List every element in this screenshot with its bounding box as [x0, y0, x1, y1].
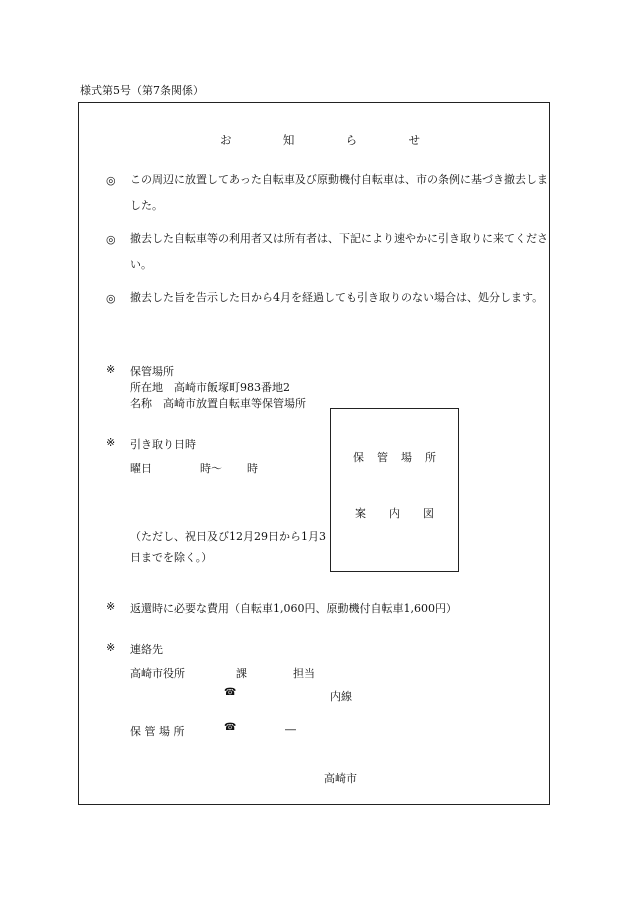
pickup-note-line: （ただし、祝日及び12月29日から1月3 [130, 530, 326, 543]
map-box-line [331, 449, 458, 465]
pickup-heading: 引き取り日時 [130, 438, 196, 451]
storage-name: 名称 高崎市放置自転車等保管場所 [130, 397, 306, 410]
pickup-note-line: 日までを除く。） [130, 551, 213, 564]
storage-mark: ※ [106, 363, 116, 376]
notice-text: 撤去した旨を告示した日から4月を経過しても引き取りのない場合は、処分します。 [130, 291, 544, 304]
fee-text: 返還時に必要な費用（自転車1,060円、原動機付自転車1,600円） [130, 602, 457, 615]
map-box-char: 案 [355, 507, 366, 520]
notice-mark: ◎ [106, 292, 116, 305]
contact-dash: ― [285, 723, 296, 736]
map-box-char: 管 [377, 451, 388, 464]
form-number-label: 様式第5号（第7条関係） [80, 84, 204, 97]
notice-mark: ◎ [106, 174, 116, 187]
pickup-mark: ※ [106, 436, 116, 449]
pickup-to: 時 [247, 462, 258, 475]
telephone-icon: ☎ [224, 687, 237, 698]
title-char: せ [408, 133, 420, 147]
contact-storage-label: 保 管 場 所 [130, 725, 185, 738]
contact-extension-label: 内線 [330, 690, 352, 703]
map-box-char: 図 [423, 507, 434, 520]
storage-heading: 保管場所 [130, 365, 174, 378]
telephone-icon: ☎ [224, 722, 237, 733]
fee-mark: ※ [106, 600, 116, 613]
title-char: 知 [282, 133, 295, 147]
issuer-name: 高崎市 [324, 772, 357, 785]
map-box-char: 内 [389, 507, 400, 520]
notice-text: 撤去した自転車等の利用者又は所有者は、下記により速やかに引き取りに来てください。 [130, 232, 548, 271]
pickup-from: 時～ [200, 462, 222, 475]
contact-heading: 連絡先 [130, 643, 163, 656]
map-box-char: 保 [353, 451, 364, 464]
contact-person-label: 担当 [293, 667, 315, 680]
notice-text: この周辺に放置してあった自転車及び原動機付自転車は、市の条例に基づき撤去しました。 [130, 173, 548, 212]
storage-address: 所在地 高崎市飯塚町983番地2 [130, 381, 290, 394]
contact-section-label: 課 [236, 667, 247, 680]
contact-mark: ※ [106, 641, 116, 654]
notice-mark: ◎ [106, 233, 116, 246]
map-box-line [331, 505, 458, 521]
contact-office: 高崎市役所 [130, 667, 185, 680]
map-box-char: 場 [401, 451, 412, 464]
title-char: お [220, 133, 232, 147]
storage-map-box [330, 408, 459, 572]
map-box-char: 所 [425, 451, 436, 464]
notice-title [220, 132, 420, 148]
pickup-weekday: 曜日 [130, 462, 152, 475]
title-char: ら [345, 133, 358, 147]
